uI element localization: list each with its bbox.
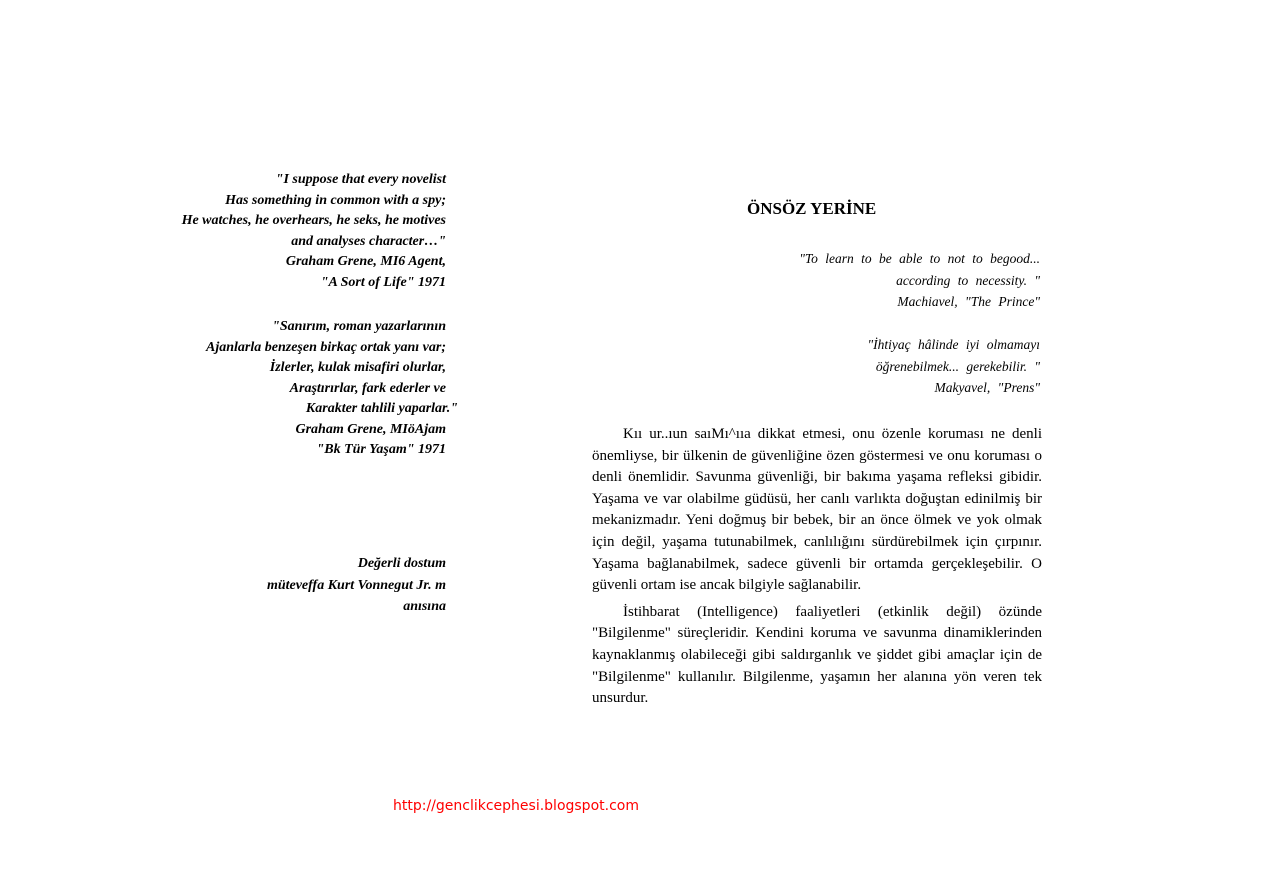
epigraph-attribution: Graham Grene, MI6 Agent, [285, 254, 446, 269]
epigraph-line: "I suppose that every novelist [275, 172, 446, 187]
paragraph: Kıı ur..ıun saıMı^ııa dikkat etmesi, onu özenle koruması ne denli önemliyse, bir ülkenin de güvenliğine özen göstermesi ve onu koruması o denli önemlidir. Savunma güvenliği, bir bakıma yaşama refleksi gibidir. Yaşama ve var olabilme güdüsü, her canlı varlıkta doğuştan edinilmiş bir mekanizmadır. Yeni doğmuş bir bebek, bir an önce ölmek ve yok olmak için değil, yaşama tutunabilmek, canlılığını sürdürebilmek için çırpınır. Yaşama bağlanabilmek, sadece güvenli bir ortamda gerçekleşebilir. O güvenli ortam ise ancak bilgiyle sağlanabilir. [592, 426, 1042, 594]
epigraph-attribution: Graham Grene, MIöAjam [295, 421, 446, 437]
paragraph: İstihbarat (Intelligence) faaliyetleri (etkinlik değil) özünde "Bilgilenme" süreçleridir. Kendini koruma ve savunma dinamiklerinden kaynaklanmış olabileceği gibi saldırganlık ve şiddet gibi amaçlar için de "Bilgilenme" kullanılır. Bilgilenme, yaşamın her alanına yön veren tek unsurdur. [592, 603, 1042, 707]
quote-attribution: Makyavel, "Prens" [934, 380, 1040, 395]
epigraph-source: "A Sort of Life" 1971 [320, 274, 446, 290]
epigraph-english [150, 170, 446, 293]
quote-line: according to necessity. " [896, 272, 1040, 288]
quote-line: "To learn to be able to not to begood... [799, 251, 1040, 266]
dedication-line: anısına [403, 599, 446, 614]
epigraph-line: Has something in common with a spy; [225, 192, 446, 208]
epigraph-line: Karakter tahlili yaparlar." [305, 401, 458, 416]
epigraph-turkish [150, 317, 458, 461]
dedication [150, 553, 446, 618]
quote-attribution: Machiavel, "The Prince" [897, 294, 1040, 309]
epigraph-line: He watches, he overhears, he seks, he motives [181, 213, 446, 228]
dedication-line: Değerli dostum [357, 556, 446, 571]
epigraph-line: Ajanlarla benzeşen birkaç ortak yanı var; [206, 339, 446, 355]
epigraph-source: "Bk Tür Yaşam" 1971 [316, 442, 446, 457]
epigraph-line: and analyses character…" [291, 233, 446, 249]
blog-url-link[interactable]: http://genclikcephesi.blogspot.com [393, 798, 639, 814]
quote-turkish [700, 334, 1040, 399]
page-title: ÖNSÖZ YERİNE [747, 199, 877, 218]
epigraph-line: "Sanırım, roman yazarlarının [272, 319, 446, 334]
quote-line: öğrenebilmek... gerekebilir. " [875, 358, 1040, 374]
epigraph-line: Araştırırlar, fark ederler ve [289, 380, 446, 396]
quote-line: "İhtiyaç hâlinde iyi olmamayı [867, 337, 1040, 352]
dedication-line: müteveffa Kurt Vonnegut Jr. m [266, 577, 446, 593]
epigraph-line: İzlerler, kulak misafiri olurlar, [269, 360, 446, 375]
body-text [592, 424, 1042, 715]
quote-english [700, 248, 1040, 313]
